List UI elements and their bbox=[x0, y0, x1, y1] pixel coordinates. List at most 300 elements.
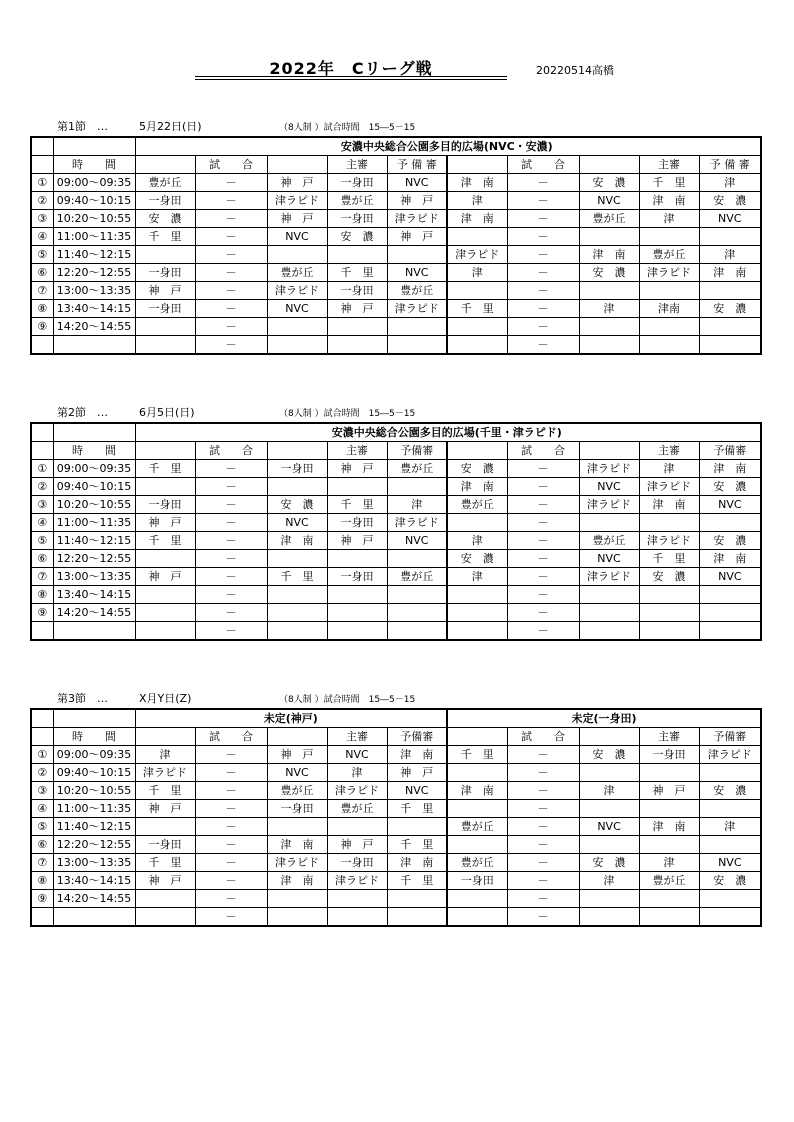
slot-time: 10:20～10:55 bbox=[53, 782, 135, 800]
versus-dash-b: － bbox=[507, 264, 579, 282]
team-home-a: 一身田 bbox=[135, 836, 195, 854]
team-away-b: 豊が丘 bbox=[579, 532, 639, 550]
slot-number: ① bbox=[31, 174, 53, 192]
table-row bbox=[31, 872, 761, 890]
referee-b: 津 bbox=[639, 210, 699, 228]
slot-number: ⑨ bbox=[31, 604, 53, 622]
reserve-referee-b: 津 bbox=[699, 174, 761, 192]
team-away-b: 安 濃 bbox=[579, 264, 639, 282]
team-home-a: 千 里 bbox=[135, 532, 195, 550]
referee-header: 主審 bbox=[327, 442, 387, 460]
team-away-a bbox=[267, 246, 327, 264]
blank-cell bbox=[267, 442, 327, 460]
versus-dash-b: － bbox=[507, 836, 579, 854]
versus-dash-a: － bbox=[195, 264, 267, 282]
team-away-b: 豊が丘 bbox=[579, 210, 639, 228]
slot-number: ④ bbox=[31, 800, 53, 818]
blank-cell bbox=[447, 156, 507, 174]
referee-a bbox=[327, 318, 387, 336]
versus-dash-a: － bbox=[195, 818, 267, 836]
versus-dash-a: － bbox=[195, 532, 267, 550]
slot-time: 09:00～09:35 bbox=[53, 746, 135, 764]
blank-cell bbox=[447, 442, 507, 460]
reserve-referee-b bbox=[699, 622, 761, 641]
slot-number bbox=[31, 336, 53, 355]
versus-dash-b: － bbox=[507, 460, 579, 478]
versus-dash-a: － bbox=[195, 336, 267, 355]
reserve-referee-a bbox=[387, 478, 447, 496]
referee-a: 一身田 bbox=[327, 282, 387, 300]
referee-b: 津 南 bbox=[639, 496, 699, 514]
reserve-referee-b: 津 bbox=[699, 818, 761, 836]
referee-b: 神 戸 bbox=[639, 782, 699, 800]
time-header: 時 間 bbox=[53, 728, 135, 746]
team-away-b bbox=[579, 622, 639, 641]
reserve-referee-b: NVC bbox=[699, 568, 761, 586]
table-row bbox=[31, 300, 761, 318]
table-row bbox=[31, 282, 761, 300]
team-home-a bbox=[135, 318, 195, 336]
author-stamp: 20220514高橋 bbox=[536, 64, 614, 77]
versus-dash-a: － bbox=[195, 782, 267, 800]
slot-time: 09:00～09:35 bbox=[53, 174, 135, 192]
slot-number: ③ bbox=[31, 782, 53, 800]
referee-a bbox=[327, 478, 387, 496]
referee-a bbox=[327, 246, 387, 264]
blank-cell bbox=[53, 137, 135, 156]
versus-dash-b: － bbox=[507, 800, 579, 818]
versus-dash-b: － bbox=[507, 478, 579, 496]
versus-dash-a: － bbox=[195, 764, 267, 782]
column-header-row bbox=[31, 156, 761, 174]
slot-number: ⑦ bbox=[31, 568, 53, 586]
team-home-b: 豊が丘 bbox=[447, 854, 507, 872]
table-row bbox=[31, 550, 761, 568]
team-home-a bbox=[135, 908, 195, 927]
team-home-a: 神 戸 bbox=[135, 568, 195, 586]
versus-dash-a: － bbox=[195, 746, 267, 764]
reserve-referee-b: NVC bbox=[699, 496, 761, 514]
referee-b bbox=[639, 622, 699, 641]
reserve-referee-a bbox=[387, 550, 447, 568]
reserve-referee-a: NVC bbox=[387, 174, 447, 192]
blank-cell bbox=[31, 156, 53, 174]
slot-time: 11:00～11:35 bbox=[53, 228, 135, 246]
team-away-a: NVC bbox=[267, 228, 327, 246]
table-row bbox=[31, 336, 761, 355]
table-row bbox=[31, 532, 761, 550]
slot-number: ⑦ bbox=[31, 854, 53, 872]
referee-a: 安 濃 bbox=[327, 228, 387, 246]
slot-number bbox=[31, 908, 53, 927]
reserve-referee-b: NVC bbox=[699, 210, 761, 228]
referee-a bbox=[327, 604, 387, 622]
reserve-referee-a: 千 里 bbox=[387, 872, 447, 890]
venue-name: 安濃中央総合公園多目的広場(千里・津ラピド) bbox=[135, 423, 761, 442]
blank-cell bbox=[53, 423, 135, 442]
versus-dash-b: － bbox=[507, 246, 579, 264]
reserve-referee-b bbox=[699, 228, 761, 246]
versus-dash-b: － bbox=[507, 496, 579, 514]
versus-dash-b: － bbox=[507, 192, 579, 210]
blank-cell bbox=[31, 728, 53, 746]
versus-dash-b: － bbox=[507, 890, 579, 908]
versus-dash-a: － bbox=[195, 318, 267, 336]
referee-a: 神 戸 bbox=[327, 836, 387, 854]
slot-number: ③ bbox=[31, 210, 53, 228]
team-home-a: 安 濃 bbox=[135, 210, 195, 228]
referee-a bbox=[327, 890, 387, 908]
team-away-b bbox=[579, 908, 639, 927]
referee-b bbox=[639, 800, 699, 818]
referee-b bbox=[639, 604, 699, 622]
reserve-referee-a: NVC bbox=[387, 264, 447, 282]
reserve-referee-a: 千 里 bbox=[387, 836, 447, 854]
versus-dash-a: － bbox=[195, 872, 267, 890]
match-header: 試 合 bbox=[195, 442, 267, 460]
reserve-referee-a: 津ラピド bbox=[387, 514, 447, 532]
slot-time: 13:40～14:15 bbox=[53, 872, 135, 890]
team-away-b: NVC bbox=[579, 192, 639, 210]
team-home-b bbox=[447, 282, 507, 300]
team-away-b: 津ラピド bbox=[579, 460, 639, 478]
team-home-a bbox=[135, 586, 195, 604]
team-away-a bbox=[267, 622, 327, 641]
team-away-a: 安 濃 bbox=[267, 496, 327, 514]
reserve-referee-b bbox=[699, 514, 761, 532]
team-home-b bbox=[447, 336, 507, 355]
blank-cell bbox=[135, 728, 195, 746]
slot-number: ④ bbox=[31, 514, 53, 532]
blank-cell bbox=[135, 442, 195, 460]
table-row bbox=[31, 908, 761, 927]
team-home-a: 千 里 bbox=[135, 854, 195, 872]
reserve-referee-header: 予備審 bbox=[699, 728, 761, 746]
versus-dash-a: － bbox=[195, 300, 267, 318]
team-away-b bbox=[579, 800, 639, 818]
team-home-a: 一身田 bbox=[135, 496, 195, 514]
referee-a: 一身田 bbox=[327, 174, 387, 192]
team-away-a: 津 南 bbox=[267, 836, 327, 854]
table-row bbox=[31, 746, 761, 764]
referee-b: 豊が丘 bbox=[639, 872, 699, 890]
team-away-b: NVC bbox=[579, 818, 639, 836]
team-home-a bbox=[135, 336, 195, 355]
referee-b: 津 南 bbox=[639, 818, 699, 836]
team-home-b: 津 南 bbox=[447, 210, 507, 228]
referee-a: 神 戸 bbox=[327, 460, 387, 478]
referee-b bbox=[639, 908, 699, 927]
slot-number: ⑤ bbox=[31, 246, 53, 264]
slot-number: ⑥ bbox=[31, 836, 53, 854]
referee-b: 津 bbox=[639, 854, 699, 872]
slot-number: ⑤ bbox=[31, 532, 53, 550]
team-home-a: 豊が丘 bbox=[135, 174, 195, 192]
team-away-a: 一身田 bbox=[267, 800, 327, 818]
slot-number: ② bbox=[31, 478, 53, 496]
reserve-referee-b bbox=[699, 586, 761, 604]
team-away-a: 豊が丘 bbox=[267, 264, 327, 282]
referee-a bbox=[327, 336, 387, 355]
reserve-referee-b: 津ラピド bbox=[699, 746, 761, 764]
slot-number: ⑤ bbox=[31, 818, 53, 836]
team-home-b: 安 濃 bbox=[447, 550, 507, 568]
reserve-referee-a: 神 戸 bbox=[387, 192, 447, 210]
referee-b: 津ラピド bbox=[639, 532, 699, 550]
versus-dash-a: － bbox=[195, 836, 267, 854]
table-row bbox=[31, 568, 761, 586]
reserve-referee-a: 津 南 bbox=[387, 854, 447, 872]
referee-a: 一身田 bbox=[327, 514, 387, 532]
slot-time: 14:20～14:55 bbox=[53, 318, 135, 336]
referee-b: 千 里 bbox=[639, 174, 699, 192]
reserve-referee-a bbox=[387, 336, 447, 355]
time-header: 時 間 bbox=[53, 156, 135, 174]
column-header-row bbox=[31, 442, 761, 460]
reserve-referee-b bbox=[699, 336, 761, 355]
venue-name: 安濃中央総合公園多目的広場(NVC・安濃) bbox=[135, 137, 761, 156]
team-away-b bbox=[579, 890, 639, 908]
reserve-referee-a: 津ラピド bbox=[387, 210, 447, 228]
referee-b: 一身田 bbox=[639, 746, 699, 764]
referee-header: 主審 bbox=[639, 728, 699, 746]
team-away-b: 安 濃 bbox=[579, 746, 639, 764]
round-date: 6月5日(日) bbox=[139, 406, 195, 419]
team-home-b: 津ラピド bbox=[447, 246, 507, 264]
slot-number: ⑧ bbox=[31, 300, 53, 318]
venue-name-b: 未定(一身田) bbox=[447, 709, 761, 728]
team-away-a bbox=[267, 890, 327, 908]
reserve-referee-b bbox=[699, 282, 761, 300]
referee-a: 津ラピド bbox=[327, 782, 387, 800]
referee-b: 津南 bbox=[639, 300, 699, 318]
team-home-b bbox=[447, 514, 507, 532]
reserve-referee-a: 豊が丘 bbox=[387, 282, 447, 300]
slot-number: ④ bbox=[31, 228, 53, 246]
round-date: X月Y日(Z) bbox=[139, 692, 192, 705]
slot-number: ① bbox=[31, 746, 53, 764]
table-row bbox=[31, 174, 761, 192]
team-home-b: 津 南 bbox=[447, 782, 507, 800]
referee-b bbox=[639, 336, 699, 355]
team-away-a bbox=[267, 336, 327, 355]
team-away-b bbox=[579, 282, 639, 300]
team-home-a: 津 bbox=[135, 746, 195, 764]
schedule-table bbox=[30, 422, 762, 641]
versus-dash-b: － bbox=[507, 336, 579, 355]
team-away-a bbox=[267, 318, 327, 336]
team-home-b bbox=[447, 586, 507, 604]
referee-a bbox=[327, 818, 387, 836]
referee-header: 主審 bbox=[639, 442, 699, 460]
team-home-b bbox=[447, 836, 507, 854]
reserve-referee-b bbox=[699, 318, 761, 336]
reserve-referee-a: 神 戸 bbox=[387, 228, 447, 246]
team-home-b: 津 南 bbox=[447, 174, 507, 192]
venue-name-a: 未定(神戸) bbox=[135, 709, 447, 728]
time-header: 時 間 bbox=[53, 442, 135, 460]
table-row bbox=[31, 318, 761, 336]
versus-dash-b: － bbox=[507, 908, 579, 927]
versus-dash-b: － bbox=[507, 174, 579, 192]
referee-header: 主審 bbox=[639, 156, 699, 174]
reserve-referee-b bbox=[699, 908, 761, 927]
team-away-a: NVC bbox=[267, 514, 327, 532]
round-label: 第1節 … bbox=[57, 120, 108, 133]
team-home-b bbox=[447, 604, 507, 622]
versus-dash-a: － bbox=[195, 460, 267, 478]
column-header-row bbox=[31, 728, 761, 746]
reserve-referee-a: 津 南 bbox=[387, 746, 447, 764]
team-home-a bbox=[135, 890, 195, 908]
team-away-a: 豊が丘 bbox=[267, 782, 327, 800]
team-home-b: 千 里 bbox=[447, 300, 507, 318]
title-underline-inner bbox=[195, 79, 507, 80]
table-row bbox=[31, 800, 761, 818]
table-row bbox=[31, 854, 761, 872]
slot-number: ⑦ bbox=[31, 282, 53, 300]
slot-time: 12:20～12:55 bbox=[53, 264, 135, 282]
versus-dash-b: － bbox=[507, 532, 579, 550]
reserve-referee-a bbox=[387, 318, 447, 336]
reserve-referee-a: 神 戸 bbox=[387, 764, 447, 782]
reserve-referee-b: 津 bbox=[699, 246, 761, 264]
title-underline bbox=[195, 76, 507, 77]
referee-a: 神 戸 bbox=[327, 532, 387, 550]
match-header: 試 合 bbox=[507, 442, 579, 460]
team-away-a bbox=[267, 818, 327, 836]
referee-a bbox=[327, 586, 387, 604]
versus-dash-b: － bbox=[507, 764, 579, 782]
team-away-b: 津 南 bbox=[579, 246, 639, 264]
versus-dash-b: － bbox=[507, 318, 579, 336]
referee-a: NVC bbox=[327, 746, 387, 764]
reserve-referee-b bbox=[699, 764, 761, 782]
table-row bbox=[31, 192, 761, 210]
referee-b bbox=[639, 514, 699, 532]
team-home-b: 津 bbox=[447, 264, 507, 282]
versus-dash-a: － bbox=[195, 890, 267, 908]
blank-cell bbox=[31, 423, 53, 442]
reserve-referee-a bbox=[387, 908, 447, 927]
versus-dash-b: － bbox=[507, 746, 579, 764]
slot-time: 13:00～13:35 bbox=[53, 568, 135, 586]
table-row bbox=[31, 586, 761, 604]
team-away-b: 津ラピド bbox=[579, 568, 639, 586]
referee-b bbox=[639, 836, 699, 854]
referee-a: 豊が丘 bbox=[327, 800, 387, 818]
blank-cell bbox=[267, 156, 327, 174]
reserve-referee-header: 予備審 bbox=[699, 442, 761, 460]
team-home-b: 津 bbox=[447, 532, 507, 550]
team-away-b: 津ラピド bbox=[579, 496, 639, 514]
versus-dash-b: － bbox=[507, 210, 579, 228]
round-date: 5月22日(日) bbox=[139, 120, 202, 133]
versus-dash-a: － bbox=[195, 800, 267, 818]
team-home-a bbox=[135, 818, 195, 836]
referee-a: 津 bbox=[327, 764, 387, 782]
team-home-a: 津ラピド bbox=[135, 764, 195, 782]
reserve-referee-a bbox=[387, 586, 447, 604]
team-home-b bbox=[447, 318, 507, 336]
referee-a bbox=[327, 908, 387, 927]
versus-dash-a: － bbox=[195, 514, 267, 532]
reserve-referee-a: NVC bbox=[387, 782, 447, 800]
team-away-b: NVC bbox=[579, 550, 639, 568]
reserve-referee-a: 豊が丘 bbox=[387, 460, 447, 478]
team-away-a: 千 里 bbox=[267, 568, 327, 586]
referee-b: 津ラピド bbox=[639, 264, 699, 282]
versus-dash-b: － bbox=[507, 604, 579, 622]
versus-dash-a: － bbox=[195, 622, 267, 641]
team-away-a: 神 戸 bbox=[267, 210, 327, 228]
referee-b bbox=[639, 890, 699, 908]
table-row bbox=[31, 818, 761, 836]
team-away-a: 津 南 bbox=[267, 872, 327, 890]
reserve-referee-header: 予 備 審 bbox=[387, 156, 447, 174]
reserve-referee-b: 津 南 bbox=[699, 460, 761, 478]
versus-dash-a: － bbox=[195, 586, 267, 604]
table-row bbox=[31, 622, 761, 641]
venue-row bbox=[31, 137, 761, 156]
slot-number: ⑨ bbox=[31, 890, 53, 908]
team-home-b bbox=[447, 908, 507, 927]
versus-dash-b: － bbox=[507, 228, 579, 246]
reserve-referee-a: 豊が丘 bbox=[387, 568, 447, 586]
blank-cell bbox=[579, 442, 639, 460]
team-away-a bbox=[267, 550, 327, 568]
slot-time: 13:00～13:35 bbox=[53, 282, 135, 300]
team-home-a: 神 戸 bbox=[135, 872, 195, 890]
team-away-a: 津ラピド bbox=[267, 282, 327, 300]
blank-cell bbox=[579, 728, 639, 746]
round-label: 第2節 … bbox=[57, 406, 108, 419]
round-note: （8人制 ）試合時間 15―5－15 bbox=[279, 409, 416, 419]
team-away-b: 安 濃 bbox=[579, 174, 639, 192]
referee-header: 主審 bbox=[327, 728, 387, 746]
team-away-b: 津 bbox=[579, 300, 639, 318]
reserve-referee-b bbox=[699, 836, 761, 854]
reserve-referee-a: 千 里 bbox=[387, 800, 447, 818]
referee-b bbox=[639, 318, 699, 336]
versus-dash-b: － bbox=[507, 550, 579, 568]
versus-dash-b: － bbox=[507, 514, 579, 532]
table-row bbox=[31, 836, 761, 854]
blank-cell bbox=[579, 156, 639, 174]
referee-a: 豊が丘 bbox=[327, 192, 387, 210]
team-away-a: 津ラピド bbox=[267, 192, 327, 210]
versus-dash-a: － bbox=[195, 908, 267, 927]
versus-dash-b: － bbox=[507, 586, 579, 604]
slot-time: 13:00～13:35 bbox=[53, 854, 135, 872]
match-header: 試 合 bbox=[195, 728, 267, 746]
team-home-b: 津 bbox=[447, 192, 507, 210]
slot-time: 13:40～14:15 bbox=[53, 586, 135, 604]
reserve-referee-b: 安 濃 bbox=[699, 478, 761, 496]
team-away-a: 津ラピド bbox=[267, 854, 327, 872]
referee-a bbox=[327, 622, 387, 641]
reserve-referee-header: 予備審 bbox=[387, 442, 447, 460]
versus-dash-a: － bbox=[195, 174, 267, 192]
referee-a: 一身田 bbox=[327, 568, 387, 586]
match-header: 試 合 bbox=[507, 728, 579, 746]
reserve-referee-b: 安 濃 bbox=[699, 782, 761, 800]
team-home-a: 一身田 bbox=[135, 264, 195, 282]
reserve-referee-a bbox=[387, 818, 447, 836]
reserve-referee-header: 予 備 審 bbox=[699, 156, 761, 174]
slot-time bbox=[53, 622, 135, 641]
team-away-b bbox=[579, 604, 639, 622]
